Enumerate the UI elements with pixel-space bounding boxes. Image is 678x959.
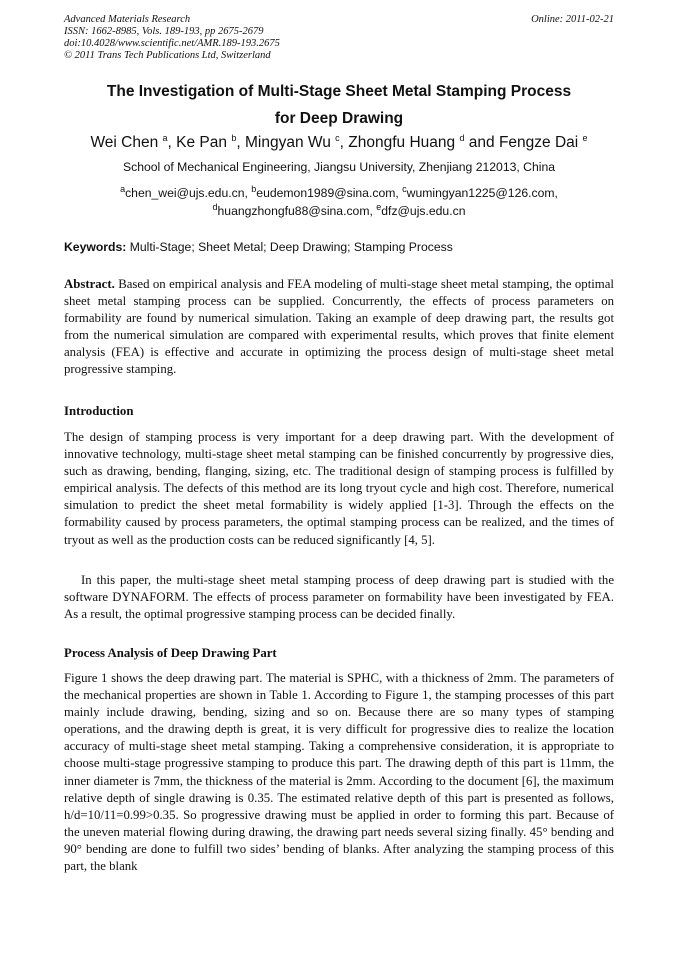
keywords: [64, 240, 614, 254]
email-sup: b: [251, 184, 257, 194]
author-sep: ,: [339, 134, 349, 152]
author-sep: ,: [167, 134, 177, 152]
email-sup: e: [376, 202, 382, 212]
email-address: eudemon1989@sina.com,: [256, 186, 403, 201]
email-line-2: [30, 202, 648, 218]
abstract-label: Abstract.: [64, 277, 115, 291]
email-address: wumingyan1225@126.com,: [406, 186, 558, 201]
issn-line: ISSN: 1662-8985, Vols. 189-193, pp 2675-2679: [64, 26, 264, 37]
introduction-paragraph-1: The design of stamping process is very important for a deep drawing part. With the development of innovative technology, multi-stage sheet metal stamping can be finished concurrently by progressive dies, such as drawing, bending, flanging, sizing, etc. The traditional design of stamping process is fulfilled by empirical analysis. The defects of this method are its long tryout cycle and high cost. Therefore, numerical simulation to predict the sheet metal formability is widely applied [1-3]. Through the effects on the formability caused by process parameters, the optimal stamping process can be realized, and the times of tryout as well as the production costs can be reduced significantly [4, 5].: [64, 430, 614, 547]
copyright-line: © 2011 Trans Tech Publications Ltd, Switzerland: [64, 50, 271, 61]
journal-name: Advanced Materials Research: [64, 14, 191, 25]
author-sup: b: [231, 133, 237, 143]
journal-header: [64, 14, 614, 62]
introduction-paragraph-2-text: In this paper, the multi-stage sheet metal stamping process of deep drawing part is studied with the software DYNAFORM. The effects of process parameter on formability have been investigated by FEA. As a result, the optimal progressive stamping process can be decided finally.: [64, 573, 614, 622]
process-analysis-paragraph: Figure 1 shows the deep drawing part. The material is SPHC, with a thickness of 2mm. The parameters of the mechanical properties are shown in Table 1. According to Figure 1, the stamping processes of this part mainly include drawing, bending, sizing and so on. Because there are so many types of stamping operations, and the drawing depth is great, it is very difficult for progressive dies to realize the location accuracy of multi-stage sheet metal stamping. Taking a comprehensive consideration, it is appropriate to choose multi-stage progressive stamping to produce this part. The drawing depth of this part is 11mm, the inner diameter is 7mm, the thickness of the material is 2mm. According to the document [6], the maximum relative depth of single drawing is 0.35. The estimated relative depth of this part is presented as follows, h/d=10/11=0.99>0.35. So progressive drawing must be applied in order to forming this part. Because of the uneven material flowing during drawing, the drawing part needs several sizing finally. 45° bending and 90° bending are done to fulfill two sides’ bending of blanks. After analyzing the stamping process of this part, the blank: [64, 671, 614, 874]
email-line-1: [30, 184, 648, 200]
email-sup: d: [212, 202, 218, 212]
author-sep: and: [464, 134, 499, 152]
author-sep: ,: [236, 134, 245, 152]
author-name: Wei Chen: [90, 134, 159, 152]
email-address: huangzhongfu88@sina.com,: [217, 204, 377, 219]
author-name: Ke Pan: [176, 134, 228, 152]
introduction-paragraph-2: [64, 572, 614, 623]
keywords-label: Keywords:: [64, 240, 127, 254]
paper-title-line-2: for Deep Drawing: [274, 110, 404, 127]
email-address: dfz@ujs.edu.cn: [381, 204, 466, 219]
author-list: [30, 133, 648, 152]
abstract-text: Based on empirical analysis and FEA modeling of multi-stage sheet metal stamping, the optimal sheet metal stamping process can be supplied. Concurrently, the effects of process parameters on formability are found by numerical simulation. Taking an example of deep drawing part, the results got from the numerical simulation are compared with experimental results, which proves that finite element analysis (FEA) is effective and accurate in optimizing the process design of multi-stage sheet metal progressive stamping.: [64, 277, 614, 377]
section-heading-introduction: Introduction: [64, 404, 134, 418]
affiliation: School of Mechanical Engineering, Jiangsu University, Zhenjiang 212013, China: [122, 160, 555, 174]
author-sup: d: [459, 133, 465, 143]
author-sup: c: [335, 133, 340, 143]
author-name: Fengze Dai: [498, 134, 579, 152]
doi-line: doi:10.4028/www.scientific.net/AMR.189-193.2675: [64, 38, 280, 49]
author-name: Zhongfu Huang: [348, 134, 456, 152]
email-address: chen_wei@ujs.edu.cn,: [125, 186, 252, 201]
email-sup: a: [120, 184, 126, 194]
keywords-text: Multi-Stage; Sheet Metal; Deep Drawing; Stamping Process: [126, 240, 453, 254]
online-date: Online: 2011-02-21: [531, 14, 614, 25]
paper-title-line-1: The Investigation of Multi-Stage Sheet Metal Stamping Process: [106, 83, 572, 100]
author-name: Mingyan Wu: [244, 134, 331, 152]
email-sup: c: [402, 184, 407, 194]
abstract-paragraph: [64, 276, 614, 379]
section-heading-process-analysis: Process Analysis of Deep Drawing Part: [64, 646, 277, 660]
author-sup: a: [162, 133, 168, 143]
author-sup: e: [582, 133, 588, 143]
